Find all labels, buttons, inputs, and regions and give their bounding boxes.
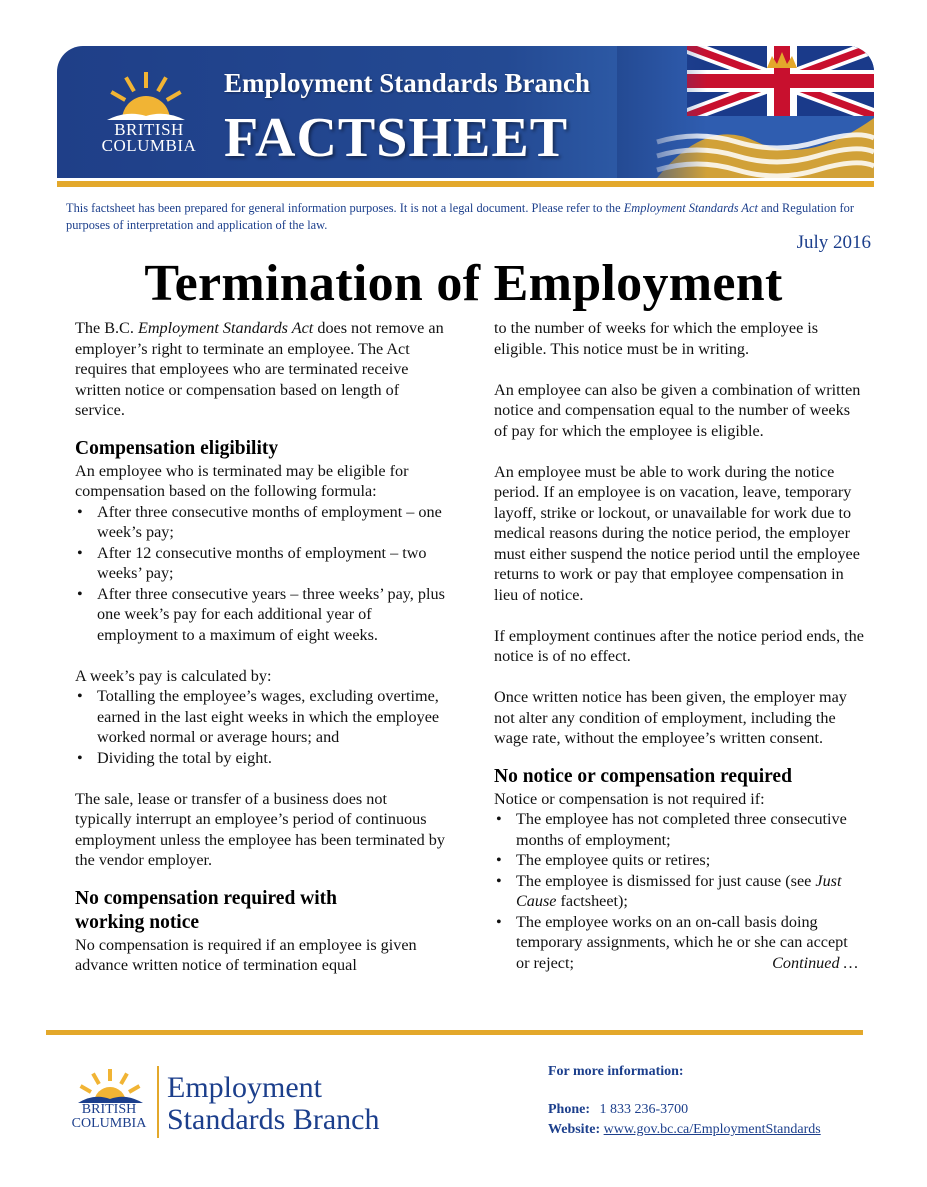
disclaimer [66,200,856,234]
footer-logo-divider [157,1066,159,1138]
phone-number[interactable]: 1 833 236-3700 [599,1102,689,1117]
list-item [494,912,864,974]
header-banner [57,46,874,178]
alter-conditions-paragraph: Once written notice has been given, the employer may not alter any condition of employment, including the wage rate, without the employee’s written consent. [494,688,847,747]
no-notice-list [494,809,864,973]
heading-no-compensation-line2: working notice [75,911,200,933]
website-link[interactable]: www.gov.bc.ca/EmploymentStandards [603,1122,821,1137]
item3-text-2: factsheet); [556,892,628,910]
footer-brand-line1: Employment [167,1071,322,1104]
intro-text-1: The B.C. [75,319,138,337]
week-pay-list [75,686,445,768]
footer-divider [46,1030,863,1035]
footer-bc-line2: COLUMBIA [71,1116,147,1131]
just-cause-reference: Just Cause [516,871,842,910]
intro-text-2: does not remove an employer’s right to terminate an employee. The Act requires that employees who are terminated receive written notice or compensation based on length of service. [75,319,444,419]
more-info-heading: For more information: [548,1064,684,1079]
list-item [494,871,864,912]
list-item: • Dividing the total by eight. [75,748,445,769]
heading-no-notice: No notice or compensation required [494,765,792,787]
factsheet-label: FACTSHEET [224,107,569,169]
no-notice-intro: Notice or compensation is not required if: [494,789,765,808]
compensation-list [75,502,445,646]
heading-no-compensation [75,887,445,935]
branch-title: Employment Standards Branch [224,68,591,98]
combination-paragraph: An employee can also be given a combination of written notice and compensation equal to the number of weeks of pay for which the employee is eligible. [494,380,861,440]
item3-text-1: The employee is dismissed for just cause (see [516,871,816,890]
compensation-intro: An employee who is terminated may be eligible for compensation based on the following formula: [75,461,409,500]
bc-logo-text [79,122,219,154]
heading-compensation-eligibility: Compensation eligibility [75,437,279,459]
list-item: • Totalling the employee’s wages, excluding overtime, earned in the last eight weeks in which the employee worked normal or average hours; and [75,686,445,748]
footer-bc-text [60,1103,158,1131]
intro-act-name: Employment Standards Act [137,319,314,337]
disclaimer-text-1: This factsheet has been prepared for general information purposes. It is not a legal document. Please refer to the [66,201,624,215]
list-item: • After three consecutive months of employment – one week’s pay; [75,502,445,543]
heading-no-compensation-line1: No compensation required with [75,887,338,909]
disclaimer-act-name: Employment Standards Act [623,201,758,215]
continued-label: Continued … [772,953,858,972]
intro-paragraph [75,318,445,421]
list-item: • After three consecutive years – three weeks’ pay, plus one week’s pay for each additional year of employment to a maximum of eight weeks. [75,584,445,646]
bc-flag-graphic [617,46,874,178]
publication-date: July 2016 [796,232,871,253]
footer-bc-line1: BRITISH [81,1102,137,1117]
website-row [548,1122,821,1138]
continued-paragraph: to the number of weeks for which the employee is eligible. This notice must be in writing. [494,319,819,358]
page-title: Termination of Employment [144,255,783,312]
list-item: • The employee has not completed three consecutive months of employment; [494,809,864,850]
footer-brand-line2: Standards Branch [167,1103,380,1136]
bc-logo-line2: COLUMBIA [101,136,197,155]
header-divider [57,181,874,187]
week-pay-intro: A week’s pay is calculated by: [75,666,272,685]
left-column [75,318,445,976]
list-item: • The employee quits or retires; [494,850,864,871]
work-notice-paragraph: An employee must be able to work during the notice period. If an employee is on vacation, leave, temporary layoff, strike or lockout, or unavailable for work due to medical reasons during the notice period, the employer must either suspend the notice period until the employee returns to work or pay that employee compensation in lieu of notice. [494,462,860,604]
right-column [494,318,864,973]
list-item: • After 12 consecutive months of employment – two weeks’ pay; [75,543,445,584]
footer-brand [167,1072,379,1136]
sale-paragraph: The sale, lease or transfer of a business does not typically interrupt an employee’s period of continuous employment unless the employee has been terminated by the vendor employer. [75,789,445,869]
disclaimer-text-2: and Regulation for purposes of interpretation and application of the law. [66,201,854,232]
phone-row [548,1102,821,1118]
phone-label: Phone: [548,1102,590,1117]
bc-logo-line1: BRITISH [114,120,184,139]
no-effect-paragraph: If employment continues after the notice period ends, the notice is of no effect. [494,626,864,665]
item4-text: The employee works on an on-call basis doing temporary assignments, which he or she can accept or reject; [516,912,848,972]
website-label: Website: [548,1122,601,1137]
no-compensation-paragraph: No compensation is required if an employee is given advance written notice of termination equal [75,935,417,974]
contact-info [548,1064,821,1138]
